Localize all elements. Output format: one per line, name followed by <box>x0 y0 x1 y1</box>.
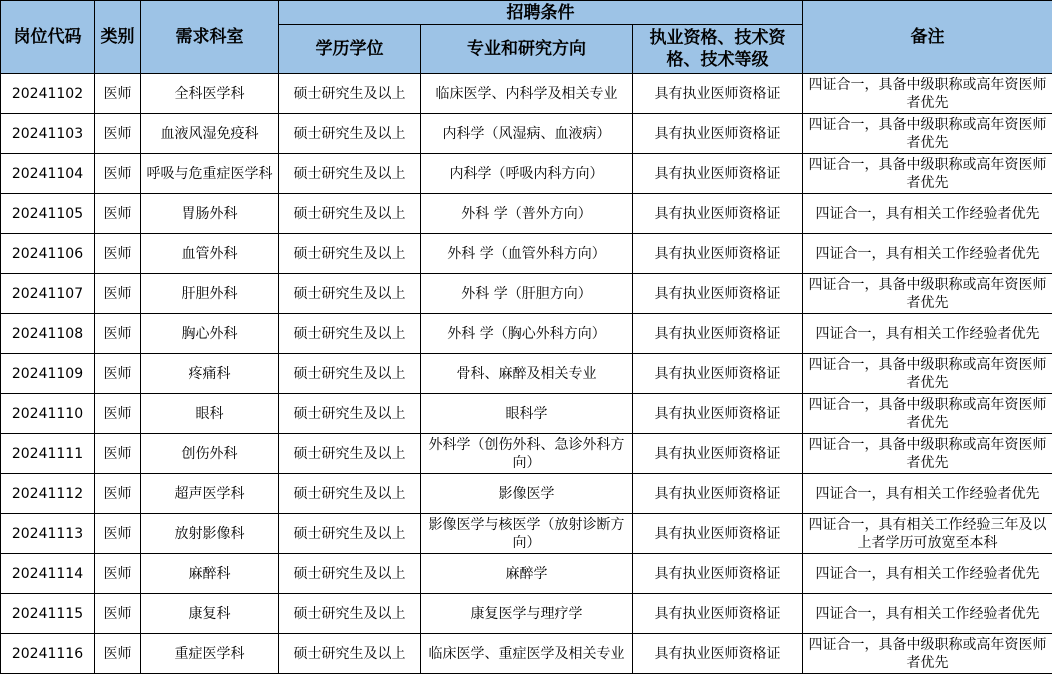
cell-remarks: 四证合一，具有相关工作经验者优先 <box>803 474 1052 514</box>
cell-category: 医师 <box>95 354 141 394</box>
cell-education: 硕士研究生及以上 <box>279 434 421 474</box>
cell-department: 呼吸与危重症医学科 <box>141 154 279 194</box>
cell-code: 20241114 <box>1 554 95 594</box>
cell-education: 硕士研究生及以上 <box>279 514 421 554</box>
cell-code: 20241109 <box>1 354 95 394</box>
cell-education: 硕士研究生及以上 <box>279 634 421 674</box>
cell-code: 20241116 <box>1 634 95 674</box>
cell-qualification: 具有执业医师资格证 <box>633 74 803 114</box>
cell-qualification: 具有执业医师资格证 <box>633 474 803 514</box>
table-row <box>1 594 1052 634</box>
cell-category: 医师 <box>95 314 141 354</box>
cell-major: 临床医学、内科学及相关专业 <box>421 74 633 114</box>
cell-code: 20241111 <box>1 434 95 474</box>
cell-remarks: 四证合一，具有相关工作经验者优先 <box>803 234 1052 274</box>
cell-category: 医师 <box>95 594 141 634</box>
cell-major: 骨科、麻醉及相关专业 <box>421 354 633 394</box>
cell-category: 医师 <box>95 194 141 234</box>
cell-major: 康复医学与理疗学 <box>421 594 633 634</box>
cell-major: 内科学（呼吸内科方向） <box>421 154 633 194</box>
table-row <box>1 74 1052 114</box>
cell-department: 全科医学科 <box>141 74 279 114</box>
cell-education: 硕士研究生及以上 <box>279 594 421 634</box>
cell-department: 麻醉科 <box>141 554 279 594</box>
cell-education: 硕士研究生及以上 <box>279 74 421 114</box>
cell-code: 20241107 <box>1 274 95 314</box>
cell-remarks: 四证合一，具备中级职称或高年资医师者优先 <box>803 154 1052 194</box>
cell-remarks: 四证合一，具有相关工作经验三年及以上者学历可放宽至本科 <box>803 514 1052 554</box>
table-row <box>1 554 1052 594</box>
cell-code: 20241105 <box>1 194 95 234</box>
cell-department: 放射影像科 <box>141 514 279 554</box>
cell-remarks: 四证合一，具备中级职称或高年资医师者优先 <box>803 274 1052 314</box>
cell-major: 外科 学（肝胆方向） <box>421 274 633 314</box>
cell-code: 20241115 <box>1 594 95 634</box>
cell-remarks: 四证合一，具备中级职称或高年资医师者优先 <box>803 394 1052 434</box>
header-conditions: 招聘条件 <box>279 1 803 25</box>
cell-education: 硕士研究生及以上 <box>279 314 421 354</box>
cell-category: 医师 <box>95 234 141 274</box>
cell-department: 眼科 <box>141 394 279 434</box>
table-row <box>1 114 1052 154</box>
cell-major: 外科学（创伤外科、急诊外科方向） <box>421 434 633 474</box>
cell-department: 疼痛科 <box>141 354 279 394</box>
cell-qualification: 具有执业医师资格证 <box>633 314 803 354</box>
cell-code: 20241106 <box>1 234 95 274</box>
table-row <box>1 434 1052 474</box>
cell-qualification: 具有执业医师资格证 <box>633 394 803 434</box>
table-row <box>1 274 1052 314</box>
header-category: 类别 <box>95 1 141 74</box>
cell-category: 医师 <box>95 274 141 314</box>
cell-major: 内科学（风湿病、血液病） <box>421 114 633 154</box>
cell-education: 硕士研究生及以上 <box>279 234 421 274</box>
cell-remarks: 四证合一，具有相关工作经验者优先 <box>803 554 1052 594</box>
table-row <box>1 474 1052 514</box>
cell-remarks: 四证合一，具备中级职称或高年资医师者优先 <box>803 74 1052 114</box>
cell-department: 肝胆外科 <box>141 274 279 314</box>
cell-category: 医师 <box>95 394 141 434</box>
cell-category: 医师 <box>95 114 141 154</box>
table-header <box>1 1 1052 74</box>
cell-qualification: 具有执业医师资格证 <box>633 354 803 394</box>
table-row <box>1 154 1052 194</box>
cell-major: 外科 学（胸心外科方向） <box>421 314 633 354</box>
table-row <box>1 234 1052 274</box>
table-row <box>1 394 1052 434</box>
cell-major: 眼科学 <box>421 394 633 434</box>
cell-category: 医师 <box>95 154 141 194</box>
cell-department: 胸心外科 <box>141 314 279 354</box>
cell-code: 20241108 <box>1 314 95 354</box>
cell-category: 医师 <box>95 634 141 674</box>
cell-category: 医师 <box>95 474 141 514</box>
cell-code: 20241113 <box>1 514 95 554</box>
cell-qualification: 具有执业医师资格证 <box>633 554 803 594</box>
cell-code: 20241104 <box>1 154 95 194</box>
cell-major: 影像医学与核医学（放射诊断方向） <box>421 514 633 554</box>
cell-major: 麻醉学 <box>421 554 633 594</box>
cell-department: 血液风湿免疫科 <box>141 114 279 154</box>
header-remarks: 备注 <box>803 1 1052 74</box>
table-row <box>1 634 1052 674</box>
cell-category: 医师 <box>95 434 141 474</box>
table-row <box>1 514 1052 554</box>
cell-qualification: 具有执业医师资格证 <box>633 634 803 674</box>
cell-education: 硕士研究生及以上 <box>279 114 421 154</box>
cell-qualification: 具有执业医师资格证 <box>633 194 803 234</box>
cell-major: 外科 学（血管外科方向） <box>421 234 633 274</box>
cell-qualification: 具有执业医师资格证 <box>633 274 803 314</box>
cell-education: 硕士研究生及以上 <box>279 154 421 194</box>
table-row <box>1 314 1052 354</box>
cell-qualification: 具有执业医师资格证 <box>633 114 803 154</box>
cell-remarks: 四证合一，具备中级职称或高年资医师者优先 <box>803 634 1052 674</box>
cell-qualification: 具有执业医师资格证 <box>633 234 803 274</box>
cell-education: 硕士研究生及以上 <box>279 554 421 594</box>
header-qualification: 执业资格、技术资格、技术等级 <box>633 25 803 74</box>
cell-remarks: 四证合一，具备中级职称或高年资医师者优先 <box>803 114 1052 154</box>
cell-department: 超声医学科 <box>141 474 279 514</box>
cell-remarks: 四证合一，具备中级职称或高年资医师者优先 <box>803 434 1052 474</box>
cell-education: 硕士研究生及以上 <box>279 394 421 434</box>
cell-qualification: 具有执业医师资格证 <box>633 594 803 634</box>
table-row <box>1 354 1052 394</box>
cell-code: 20241102 <box>1 74 95 114</box>
cell-major: 外科 学（普外方向） <box>421 194 633 234</box>
table-body <box>1 74 1052 674</box>
cell-major: 临床医学、重症医学及相关专业 <box>421 634 633 674</box>
header-code: 岗位代码 <box>1 1 95 74</box>
cell-code: 20241103 <box>1 114 95 154</box>
cell-major: 影像医学 <box>421 474 633 514</box>
cell-remarks: 四证合一，具有相关工作经验者优先 <box>803 314 1052 354</box>
cell-department: 康复科 <box>141 594 279 634</box>
table-row <box>1 194 1052 234</box>
cell-education: 硕士研究生及以上 <box>279 474 421 514</box>
cell-code: 20241110 <box>1 394 95 434</box>
cell-education: 硕士研究生及以上 <box>279 274 421 314</box>
header-education: 学历学位 <box>279 25 421 74</box>
cell-qualification: 具有执业医师资格证 <box>633 514 803 554</box>
cell-remarks: 四证合一，具有相关工作经验者优先 <box>803 594 1052 634</box>
header-major: 专业和研究方向 <box>421 25 633 74</box>
cell-department: 血管外科 <box>141 234 279 274</box>
cell-education: 硕士研究生及以上 <box>279 194 421 234</box>
cell-category: 医师 <box>95 74 141 114</box>
cell-code: 20241112 <box>1 474 95 514</box>
header-department: 需求科室 <box>141 1 279 74</box>
cell-remarks: 四证合一，具备中级职称或高年资医师者优先 <box>803 354 1052 394</box>
cell-department: 重症医学科 <box>141 634 279 674</box>
cell-remarks: 四证合一，具有相关工作经验者优先 <box>803 194 1052 234</box>
cell-education: 硕士研究生及以上 <box>279 354 421 394</box>
cell-department: 胃肠外科 <box>141 194 279 234</box>
cell-category: 医师 <box>95 554 141 594</box>
cell-qualification: 具有执业医师资格证 <box>633 434 803 474</box>
cell-qualification: 具有执业医师资格证 <box>633 154 803 194</box>
cell-category: 医师 <box>95 514 141 554</box>
cell-department: 创伤外科 <box>141 434 279 474</box>
